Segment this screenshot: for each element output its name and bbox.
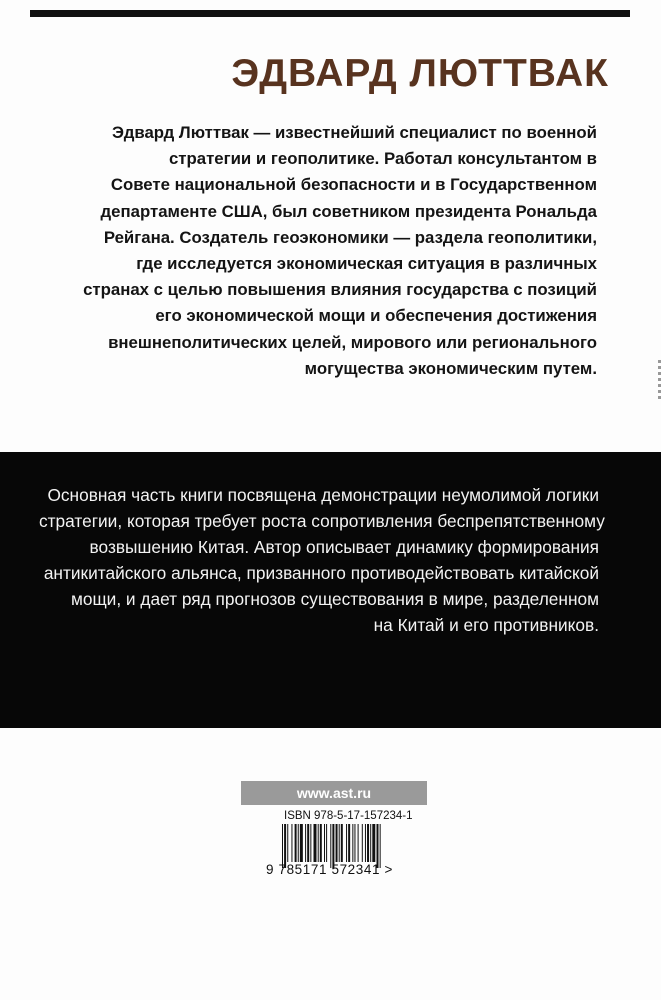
top-rule <box>30 10 630 17</box>
author-name: ЭДВАРД ЛЮТТВАК <box>231 52 609 95</box>
annotation-line: антикитайского альянса, призванного противодействовать китайской <box>43 563 599 583</box>
bio-line: его экономической мощи и обеспечения достижения <box>155 306 597 326</box>
isbn-label: ISBN 978-5-17-157234-1 <box>284 810 413 822</box>
annotation-line: мощи, и дает ряд прогнозов существования в мире, разделенном <box>70 589 599 609</box>
ean-digits: 9 785171 572341 > <box>266 862 393 877</box>
bio-line: где исследуется экономическая ситуация в различных <box>136 254 597 274</box>
bio-line: Совете национальной безопасности и в Государственном <box>110 175 597 195</box>
bio-line: Эдвард Люттвак — известнейший специалист по военной <box>111 123 597 142</box>
bio-line: стратегии и геополитике. Работал консультантом в <box>168 149 597 169</box>
annotation-line: Основная часть книги посвящена демонстрации неумолимой логики <box>47 485 599 505</box>
annotation-line: на Китай и его противников. <box>373 615 599 635</box>
bio-line: Рейгана. Создатель геоэкономики — раздела геополитики, <box>103 227 597 247</box>
book-annotation <box>39 482 605 638</box>
annotation-line: возвышению Китая. Автор описывает динамику формирования <box>89 537 599 557</box>
bio-line: внешнеполитических целей, мирового или регионального <box>108 332 597 352</box>
author-bio <box>77 120 597 382</box>
bio-line: странах с целью повышения влияния государства с позиций <box>83 280 597 300</box>
publisher-website[interactable]: www.ast.ru <box>241 781 427 805</box>
bio-line: могущества экономическим путем. <box>304 358 597 378</box>
annotation-line: стратегии, которая требует роста сопротивления беспрепятственному <box>39 511 605 531</box>
bio-line: департаменте США, был советником президента Рональда <box>100 201 597 221</box>
